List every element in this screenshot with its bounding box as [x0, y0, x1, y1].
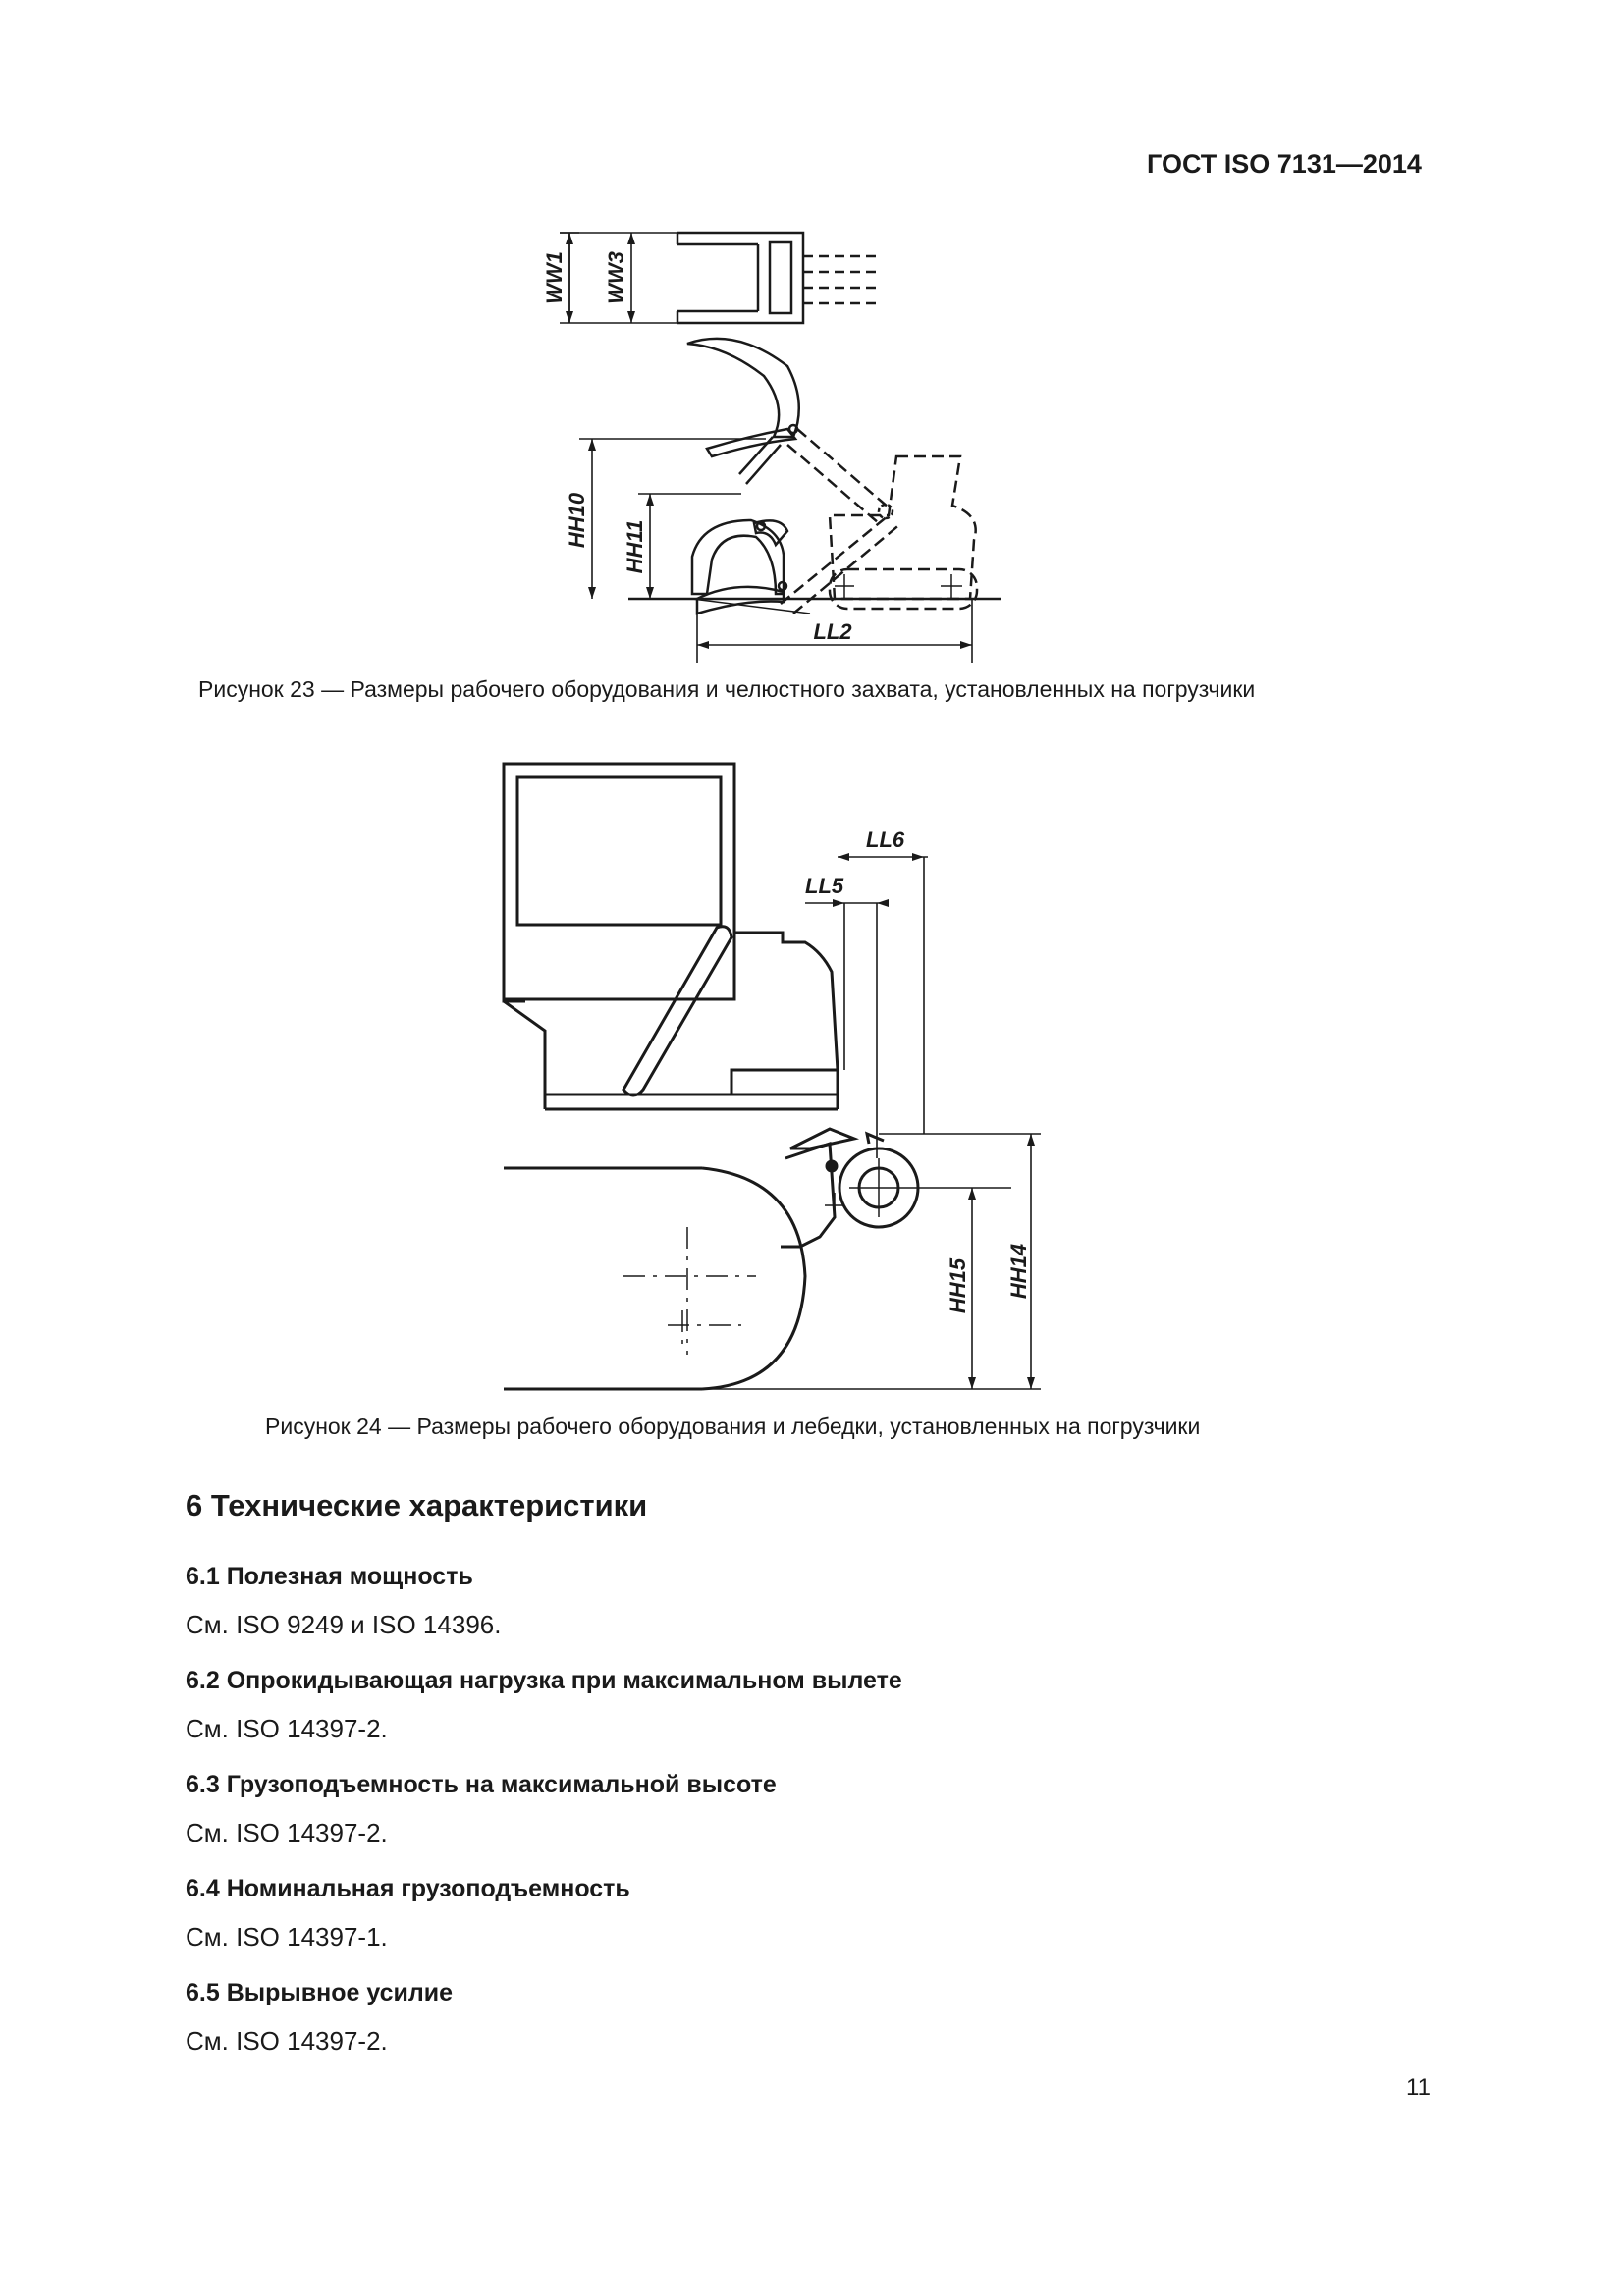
fig24-label-ll5: LL5: [805, 874, 844, 898]
subsection-6-2-text: См. ISO 14397-2.: [186, 1714, 388, 1743]
subsection-6-3-title: 6.3 Грузоподъемность на максимальной высоте: [186, 1771, 777, 1798]
figure-23-drawing: [530, 221, 1021, 663]
figure-23-caption: Рисунок 23 — Размеры рабочего оборудования и челюстного захвата, установленных на погрузчики: [198, 676, 1256, 702]
fig24-label-hh15: HH15: [946, 1257, 970, 1314]
fig23-label-ll2: LL2: [813, 619, 852, 644]
subsection-6-4-title: 6.4 Номинальная грузоподъемность: [186, 1875, 630, 1902]
subsection-6-5-text: См. ISO 14397-2.: [186, 2026, 388, 2056]
fig24-label-hh14: HH14: [1006, 1243, 1031, 1300]
fig23-label-ww3: WW3: [604, 251, 628, 304]
subsection-6-5-title: 6.5 Вырывное усилие: [186, 1979, 454, 2006]
fig23-label-ww1: WW1: [542, 251, 567, 304]
fig23-label-hh11: HH11: [623, 519, 647, 574]
subsection-6-1-text: См. ISO 9249 и ISO 14396.: [186, 1610, 502, 1639]
page-number: 11: [1406, 2074, 1431, 2101]
figure-23-svg: [530, 221, 1021, 663]
figure-24-svg: [496, 756, 1065, 1394]
document-header-code: ГОСТ ISO 7131—2014: [1147, 149, 1422, 179]
subsection-6-3-text: См. ISO 14397-2.: [186, 1818, 388, 1847]
figure-24-caption: Рисунок 24 — Размеры рабочего оборудования и лебедки, установленных на погрузчики: [265, 1414, 1201, 1439]
figure-24-drawing: [496, 756, 1065, 1394]
subsection-6-1-title: 6.1 Полезная мощность: [186, 1563, 473, 1590]
subsection-6-4-text: См. ISO 14397-1.: [186, 1922, 388, 1951]
subsection-6-2-title: 6.2 Опрокидывающая нагрузка при максимальном вылете: [186, 1667, 902, 1694]
section-6-title: 6 Технические характеристики: [186, 1488, 648, 1522]
fig24-label-ll6: LL6: [866, 828, 905, 852]
fig23-label-hh10: HH10: [565, 492, 589, 549]
